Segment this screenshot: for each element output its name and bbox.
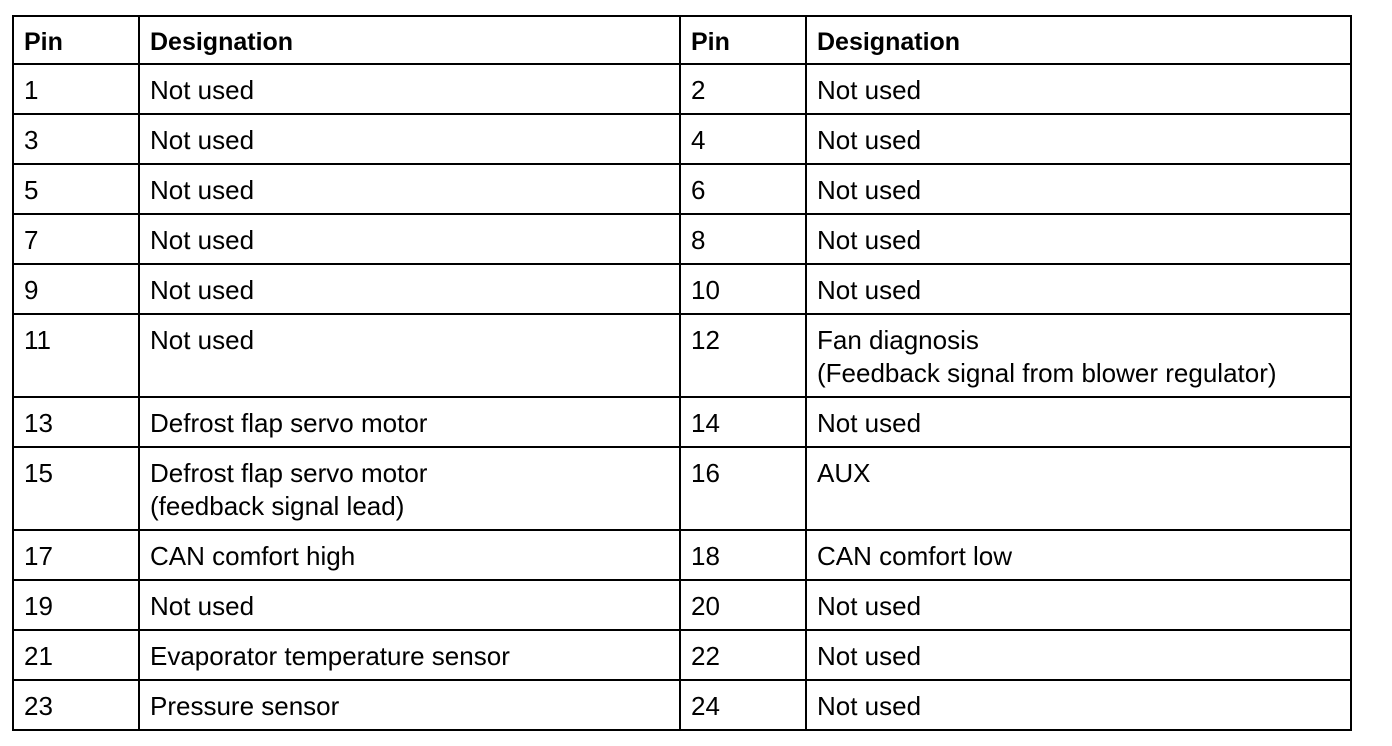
designation-right (806, 680, 1351, 730)
pin-number-left: 3 (13, 114, 139, 164)
pin-number-right: 20 (680, 580, 806, 630)
designation-left (139, 114, 680, 164)
pin-number-right: 16 (680, 447, 806, 530)
designation-right (806, 447, 1351, 530)
designation-left (139, 447, 680, 530)
designation-line: Not used (817, 691, 922, 721)
pin-number-left: 11 (13, 314, 139, 397)
designation-line: Fan diagnosis (817, 325, 979, 355)
designation-right (806, 64, 1351, 114)
designation-left (139, 397, 680, 447)
designation-line: Pressure sensor (150, 691, 340, 721)
pin-number-right: 8 (680, 214, 806, 264)
designation-line: Not used (817, 75, 922, 105)
pin-number-left: 15 (13, 447, 139, 530)
designation-line: (Feedback signal from blower regulator) (817, 358, 1277, 388)
designation-line: (feedback signal lead) (150, 491, 405, 521)
table-row (13, 630, 1351, 680)
designation-line: CAN comfort high (150, 541, 356, 571)
table-row (13, 530, 1351, 580)
pin-number-right: 2 (680, 64, 806, 114)
table-row (13, 580, 1351, 630)
pin-number-left: 21 (13, 630, 139, 680)
designation-right (806, 114, 1351, 164)
designation-left (139, 64, 680, 114)
designation-left (139, 164, 680, 214)
designation-right (806, 580, 1351, 630)
pin-number-left: 9 (13, 264, 139, 314)
pin-number-right: 10 (680, 264, 806, 314)
pin-number-right: 6 (680, 164, 806, 214)
designation-left (139, 680, 680, 730)
pin-number-left: 7 (13, 214, 139, 264)
designation-line: Not used (150, 275, 255, 305)
pin-number-left: 23 (13, 680, 139, 730)
designation-left (139, 580, 680, 630)
designation-line: Not used (817, 641, 922, 671)
designation-right (806, 214, 1351, 264)
designation-line: Defrost flap servo motor (150, 458, 428, 488)
table-row (13, 114, 1351, 164)
designation-line: Not used (150, 325, 255, 355)
table-row (13, 314, 1351, 397)
designation-left (139, 314, 680, 397)
pin-number-right: 18 (680, 530, 806, 580)
designation-right (806, 264, 1351, 314)
pin-number-left: 1 (13, 64, 139, 114)
designation-line: AUX (817, 458, 871, 488)
designation-line: Not used (150, 125, 255, 155)
header-designation-left: Designation (139, 16, 680, 64)
designation-line: Not used (817, 275, 922, 305)
pin-number-right: 24 (680, 680, 806, 730)
pin-number-left: 5 (13, 164, 139, 214)
pin-number-left: 13 (13, 397, 139, 447)
designation-right (806, 164, 1351, 214)
designation-line: Not used (817, 408, 922, 438)
designation-line: Evaporator temperature sensor (150, 641, 510, 671)
table-body (13, 64, 1351, 730)
pin-number-right: 4 (680, 114, 806, 164)
designation-line: Defrost flap servo motor (150, 408, 428, 438)
designation-line: Not used (817, 225, 922, 255)
designation-right (806, 630, 1351, 680)
header-pin-left: Pin (13, 16, 139, 64)
header-pin-right: Pin (680, 16, 806, 64)
header-row (13, 16, 1351, 64)
designation-right (806, 397, 1351, 447)
designation-left (139, 630, 680, 680)
designation-line: Not used (817, 175, 922, 205)
table-row (13, 680, 1351, 730)
pin-number-right: 22 (680, 630, 806, 680)
header-designation-right: Designation (806, 16, 1351, 64)
table-row (13, 264, 1351, 314)
pin-number-right: 12 (680, 314, 806, 397)
table-row (13, 447, 1351, 530)
designation-line: Not used (817, 125, 922, 155)
designation-line: Not used (150, 225, 255, 255)
pin-number-left: 19 (13, 580, 139, 630)
designation-right (806, 530, 1351, 580)
designation-left (139, 214, 680, 264)
designation-line: Not used (150, 591, 255, 621)
designation-line: Not used (150, 75, 255, 105)
table-row (13, 214, 1351, 264)
designation-left (139, 264, 680, 314)
designation-right (806, 314, 1351, 397)
pin-number-left: 17 (13, 530, 139, 580)
designation-line: Not used (817, 591, 922, 621)
designation-line: CAN comfort low (817, 541, 1013, 571)
designation-line: Not used (150, 175, 255, 205)
pin-number-right: 14 (680, 397, 806, 447)
designation-left (139, 530, 680, 580)
table-row (13, 164, 1351, 214)
table-row (13, 397, 1351, 447)
table-row (13, 64, 1351, 114)
pin-assignment-table (12, 15, 1352, 731)
